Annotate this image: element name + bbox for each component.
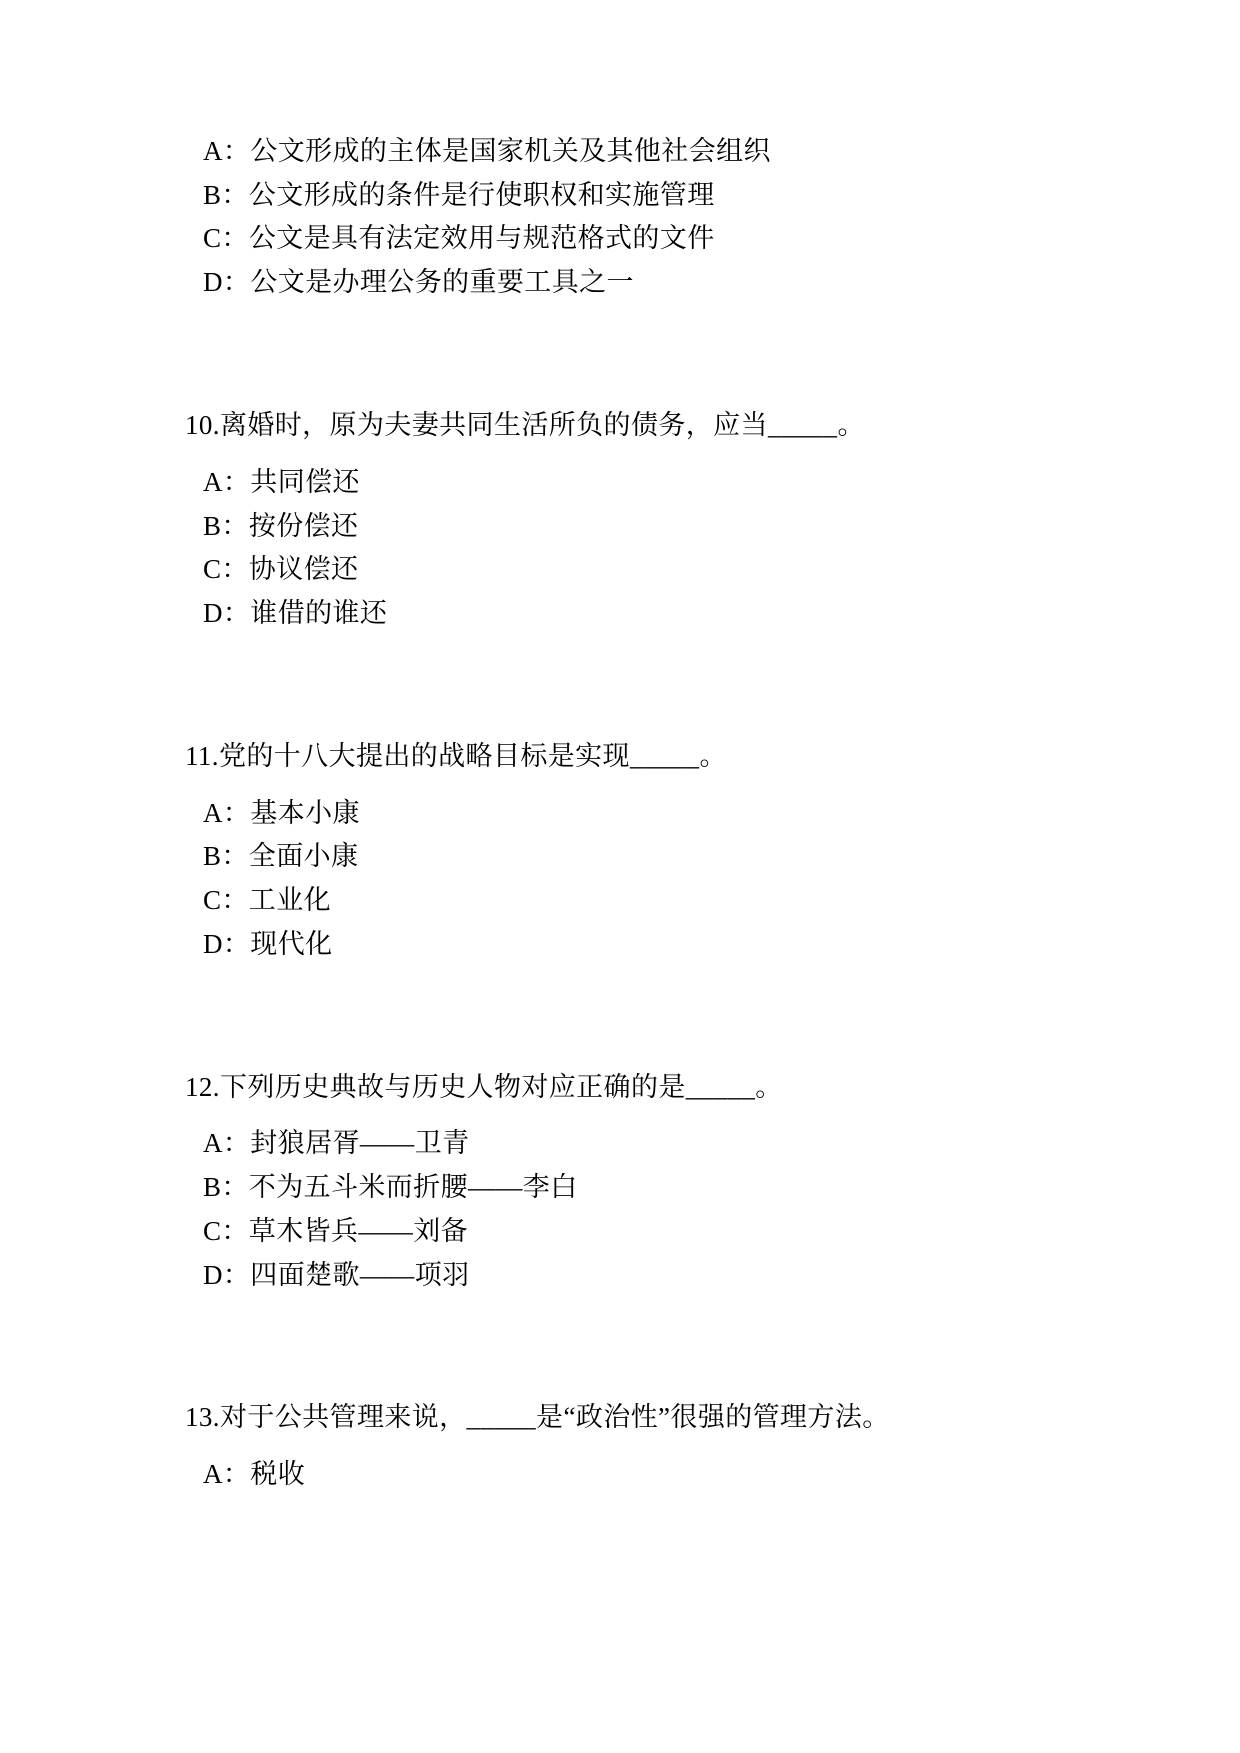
option-d: D：谁借的谁还 (203, 597, 388, 628)
question-block-13 (185, 1397, 1090, 1497)
question-stem: 10.离婚时，原为夫妻共同生活所负的债务，应当_____。 (185, 409, 865, 440)
question-block-12 (185, 1067, 1090, 1298)
question-stem: 13.对于公共管理来说，_____是“政治性”很强的管理方法。 (185, 1402, 890, 1433)
block-spacer (185, 688, 1090, 736)
option-b: B：公文形成的条件是行使职权和实施管理 (203, 179, 715, 210)
question-block-11 (185, 736, 1090, 967)
option-d: D：四面楚歌——项羽 (203, 1259, 470, 1290)
option-d: D：现代化 (203, 928, 333, 959)
question-block (185, 130, 1090, 305)
option-b: B：按份偿还 (203, 510, 359, 541)
option-a: A：封狼居胥——卫青 (203, 1128, 470, 1159)
option-d: D：公文是办理公务的重要工具之一 (203, 267, 634, 298)
block-spacer (185, 357, 1090, 405)
block-spacer (185, 1349, 1090, 1397)
option-c: C：工业化 (203, 885, 332, 916)
option-c: C：公文是具有法定效用与规范格式的文件 (203, 223, 715, 254)
option-b: B：全面小康 (203, 841, 359, 872)
option-a: A：公文形成的主体是国家机关及其他社会组织 (203, 136, 771, 166)
option-a: A：基本小康 (203, 797, 360, 828)
question-stem: 11.党的十八大提出的战略目标是实现_____。 (185, 740, 727, 771)
option-a: A：共同偿还 (203, 466, 360, 497)
option-b: B：不为五斗米而折腰——李白 (203, 1172, 578, 1203)
question-stem: 12.下列历史典故与历史人物对应正确的是_____。 (185, 1071, 783, 1102)
block-spacer (185, 1019, 1090, 1067)
question-block-10 (185, 405, 1090, 636)
option-c: C：草木皆兵——刘备 (203, 1215, 469, 1246)
option-c: C：协议偿还 (203, 554, 359, 585)
option-a: A：税收 (203, 1459, 306, 1490)
